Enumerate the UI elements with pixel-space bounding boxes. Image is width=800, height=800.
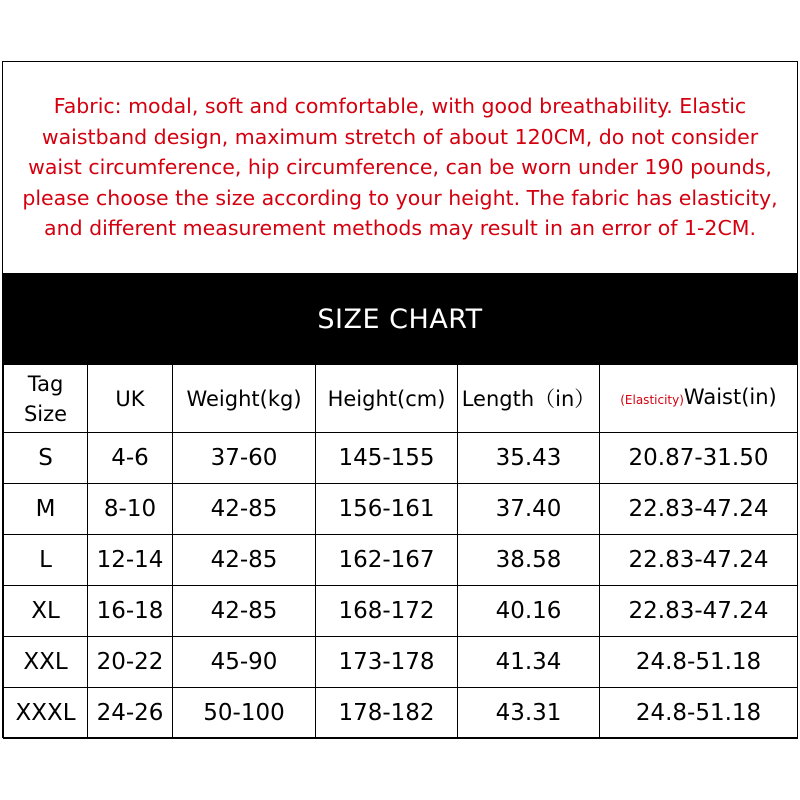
cell-length: 43.31 <box>458 688 600 739</box>
header-waist <box>600 365 798 433</box>
table-header-row <box>4 365 798 433</box>
cell-uk: 16-18 <box>88 586 173 637</box>
cell-weight: 42-85 <box>173 484 316 535</box>
cell-uk: 12-14 <box>88 535 173 586</box>
header-length: Length（in） <box>458 365 600 433</box>
size-chart-card <box>2 61 798 738</box>
cell-waist: 22.83-47.24 <box>600 484 798 535</box>
cell-height: 168-172 <box>316 586 458 637</box>
header-weight: Weight(kg) <box>173 365 316 433</box>
cell-waist: 20.87-31.50 <box>600 433 798 484</box>
header-height: Height(cm) <box>316 365 458 433</box>
cell-weight: 45-90 <box>173 637 316 688</box>
cell-tag-size: XXL <box>4 637 88 688</box>
cell-height: 145-155 <box>316 433 458 484</box>
header-tag-size-line1: Tag <box>27 371 64 396</box>
cell-waist: 22.83-47.24 <box>600 535 798 586</box>
table-row <box>4 637 798 688</box>
table-row <box>4 535 798 586</box>
cell-waist: 24.8-51.18 <box>600 637 798 688</box>
cell-weight: 50-100 <box>173 688 316 739</box>
table-row <box>4 484 798 535</box>
cell-uk: 20-22 <box>88 637 173 688</box>
size-chart-title: SIZE CHART <box>317 303 483 335</box>
cell-weight: 37-60 <box>173 433 316 484</box>
cell-height: 162-167 <box>316 535 458 586</box>
table-row <box>4 688 798 739</box>
table-row <box>4 586 798 637</box>
cell-length: 41.34 <box>458 637 600 688</box>
cell-tag-size: XXXL <box>4 688 88 739</box>
cell-tag-size: M <box>4 484 88 535</box>
header-waist-label: Waist(in) <box>683 385 777 409</box>
cell-uk: 4-6 <box>88 433 173 484</box>
cell-weight: 42-85 <box>173 535 316 586</box>
fabric-notice-text: Fabric: modal, soft and comfortable, with good breathability. Elastic waistband design, maximum stretch of about 120CM, do not consider waist circumference, hip circumference, can be worn under 190 pounds, please choose the size according to your height. The fabric has elasticity, and different measurement methods may result in an error of 1-2CM. <box>22 94 778 241</box>
size-table-body <box>4 433 798 739</box>
cell-height: 178-182 <box>316 688 458 739</box>
header-uk: UK <box>88 365 173 433</box>
header-tag-size-line2: Size <box>23 401 68 426</box>
cell-waist: 24.8-51.18 <box>600 688 798 739</box>
header-waist-elasticity-note: (Elasticity) <box>620 393 684 407</box>
cell-uk: 24-26 <box>88 688 173 739</box>
table-row <box>4 433 798 484</box>
cell-tag-size: XL <box>4 586 88 637</box>
cell-length: 37.40 <box>458 484 600 535</box>
fabric-notice <box>3 62 797 274</box>
cell-tag-size: L <box>4 535 88 586</box>
size-table <box>3 364 798 739</box>
cell-length: 38.58 <box>458 535 600 586</box>
cell-weight: 42-85 <box>173 586 316 637</box>
cell-height: 156-161 <box>316 484 458 535</box>
header-tag-size <box>4 365 88 433</box>
size-chart-header <box>3 274 797 364</box>
cell-length: 35.43 <box>458 433 600 484</box>
cell-waist: 22.83-47.24 <box>600 586 798 637</box>
cell-height: 173-178 <box>316 637 458 688</box>
cell-uk: 8-10 <box>88 484 173 535</box>
cell-tag-size: S <box>4 433 88 484</box>
cell-length: 40.16 <box>458 586 600 637</box>
